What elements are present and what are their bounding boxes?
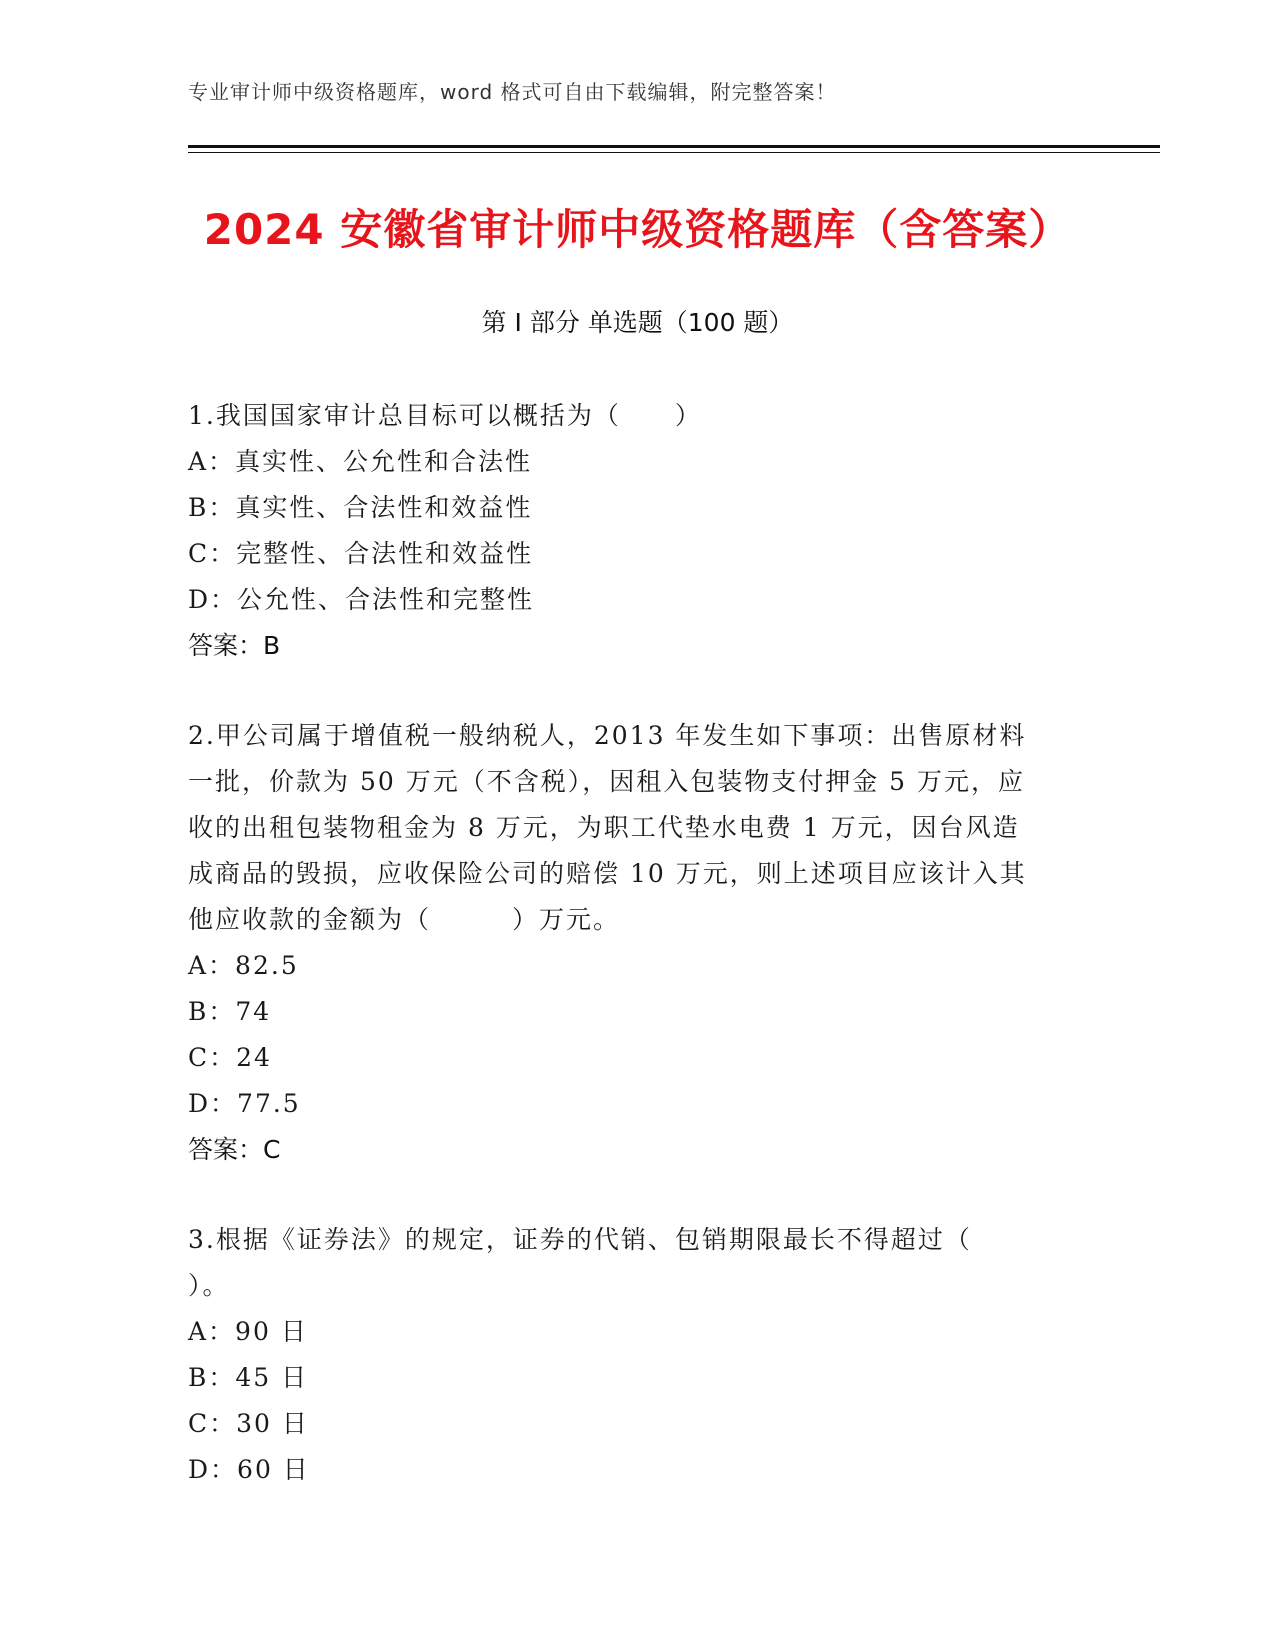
header-rule-thin (188, 152, 1160, 153)
option-a: A：真实性、公允性和合法性 (188, 447, 533, 476)
question-list (188, 393, 1088, 1493)
option-d: D：公允性、合法性和完整性 (188, 585, 535, 614)
question-stem: 1.我国国家审计总目标可以概括为（ ） (188, 401, 702, 430)
section-title: 第 I 部分 单选题（100 题） (481, 308, 794, 337)
answer-line: 答案：C (188, 1135, 281, 1164)
question-stem-line: 一批，价款为 50 万元（不含税），因租入包装物支付押金 5 万元，应 (188, 767, 1026, 796)
answer-line: 答案：B (188, 631, 281, 660)
option-d: D：77.5 (188, 1089, 301, 1118)
question-stem-line: 收的出租包装物租金为 8 万元，为职工代垫水电费 1 万元，因台风造 (188, 813, 1020, 842)
question-stem-line: 3.根据《证券法》的规定，证券的代销、包销期限最长不得超过（ (188, 1225, 972, 1254)
option-a: A：82.5 (188, 951, 299, 980)
question-1 (188, 393, 1088, 669)
document-title: 2024 安徽省审计师中级资格题库（含答案） (203, 205, 1072, 254)
option-c: C：完整性、合法性和效益性 (188, 539, 534, 568)
option-b: B：45 日 (188, 1363, 309, 1392)
option-a: A：90 日 (188, 1317, 308, 1346)
question-2 (188, 713, 1088, 1173)
header-rule-thick (188, 145, 1160, 148)
question-3 (188, 1217, 1088, 1493)
option-c: C：30 日 (188, 1409, 309, 1438)
page-header-note: 专业审计师中级资格题库，word 格式可自由下载编辑，附完整答案！ (188, 80, 837, 104)
option-c: C：24 (188, 1043, 272, 1072)
question-stem-line: 2.甲公司属于增值税一般纳税人，2013 年发生如下事项：出售原材料 (188, 721, 1027, 750)
question-stem-line: ）。 (188, 1271, 230, 1300)
option-b: B：真实性、合法性和效益性 (188, 493, 533, 522)
question-stem-line: 成商品的毁损，应收保险公司的赔偿 10 万元，则上述项目应该计入其 (188, 859, 1027, 888)
question-stem-line: 他应收款的金额为（ ）万元。 (188, 905, 621, 934)
option-b: B：74 (188, 997, 272, 1026)
option-d: D：60 日 (188, 1455, 310, 1484)
